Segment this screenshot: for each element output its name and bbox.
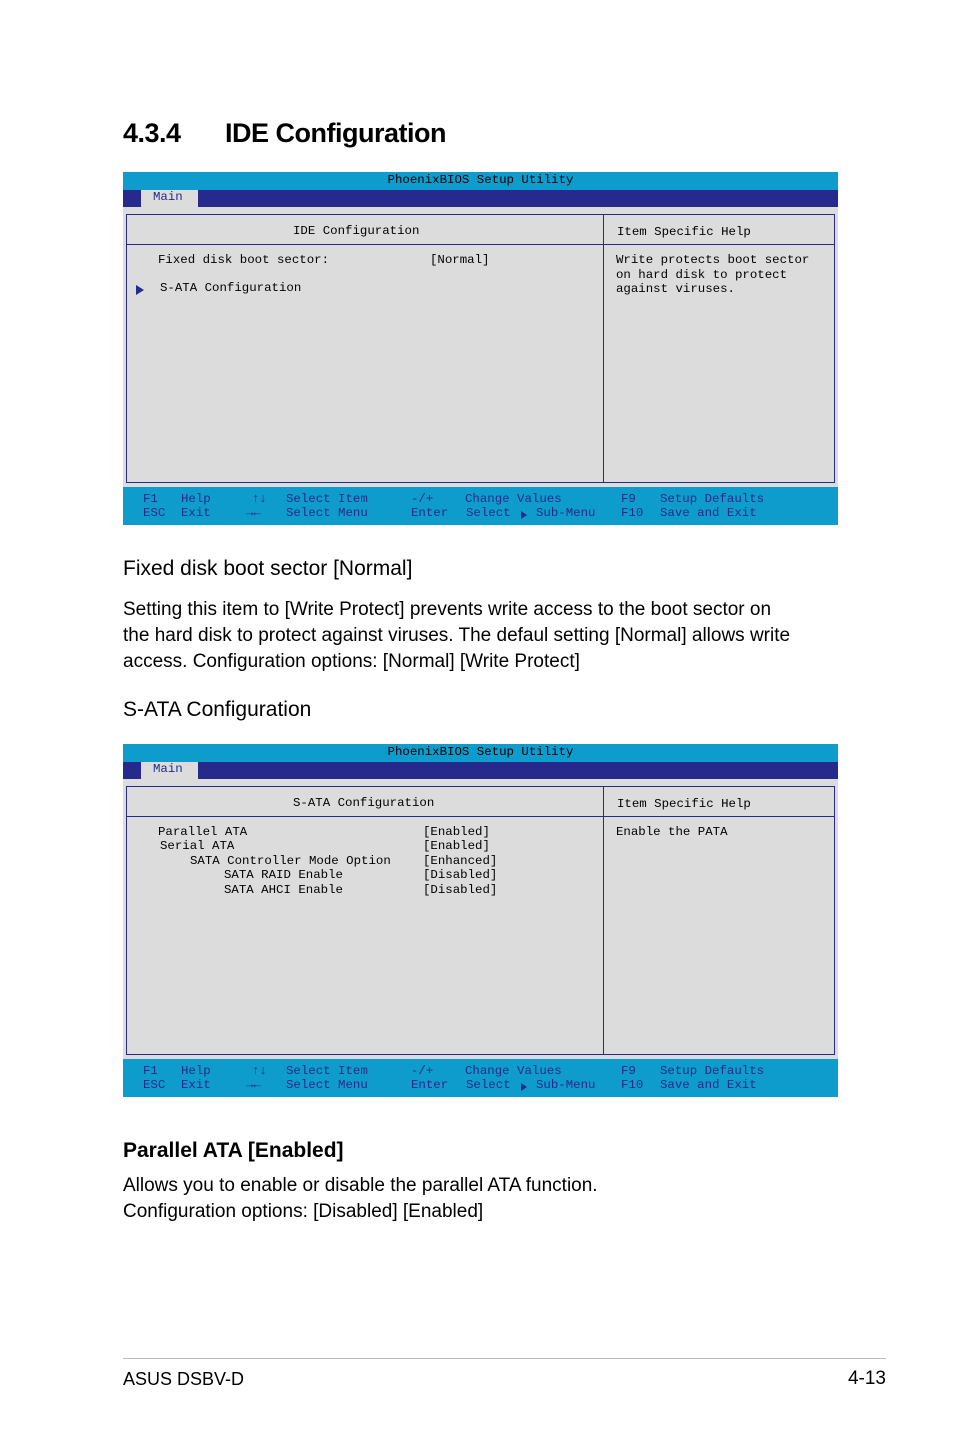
bios-menu-bar: [123, 762, 838, 779]
key-save-exit-label: Save and Exit: [660, 1078, 757, 1092]
panel-header-divider: [127, 816, 834, 817]
key-enter: Enter: [411, 1078, 449, 1092]
panel-header-divider: [127, 244, 834, 245]
key-select-menu-label: Select Menu: [286, 506, 368, 520]
help-title: Item Specific Help: [617, 225, 751, 239]
key-f10: F10: [621, 506, 644, 520]
key-leftright-icon: →←: [246, 1078, 261, 1092]
key-select-label: Select: [466, 1078, 511, 1092]
help-line: Write protects boot sector: [616, 253, 810, 267]
help-line: against viruses.: [616, 282, 735, 296]
submenu-arrow-icon: [136, 285, 144, 295]
key-esc: ESC: [143, 506, 166, 520]
help-line: on hard disk to protect: [616, 267, 788, 282]
key-f9: F9: [621, 1064, 636, 1078]
key-f9: F9: [621, 492, 636, 506]
bios-item-label[interactable]: SATA AHCI Enable: [224, 883, 343, 897]
bios-item-label[interactable]: SATA RAID Enable: [224, 868, 343, 882]
bios-footer: [123, 1059, 838, 1097]
key-setup-defaults-label: Setup Defaults: [660, 492, 765, 506]
key-minusplus: -/+: [411, 1064, 434, 1078]
key-select-label: Select: [466, 506, 511, 520]
key-submenu-label: Sub-Menu: [536, 506, 596, 520]
page-number: 4-13: [847, 1368, 886, 1389]
key-submenu-label: Sub-Menu: [536, 1078, 596, 1092]
footer-divider: [123, 1358, 886, 1359]
key-leftright-icon: →←: [246, 506, 261, 520]
bios-item-value[interactable]: [Enhanced]: [423, 854, 498, 868]
help-text: [616, 253, 809, 297]
key-f1: F1: [143, 492, 158, 506]
bios-item-label[interactable]: Fixed disk boot sector:: [158, 253, 330, 267]
bios-screen-sata: [123, 744, 838, 1097]
bios-item-value[interactable]: [Enabled]: [423, 839, 490, 853]
bios-panel: [126, 786, 835, 1055]
parallel-ata-description: [123, 1173, 823, 1225]
key-save-exit-label: Save and Exit: [660, 506, 757, 520]
key-f10: F10: [621, 1078, 644, 1092]
fixed-disk-heading: Fixed disk boot sector [Normal]: [123, 557, 413, 580]
parallel-ata-heading: Parallel ATA [Enabled]: [123, 1139, 344, 1162]
help-text: [616, 825, 728, 840]
paragraph-line: the hard disk to protect against viruses. The defaul setting [Normal] allows write: [123, 625, 791, 646]
key-select-menu-label: Select Menu: [286, 1078, 368, 1092]
key-help-label: Help: [181, 492, 211, 506]
key-enter: Enter: [411, 506, 449, 520]
panel-title: IDE Configuration: [293, 224, 420, 238]
paragraph-line: access. Configuration options: [Normal] [Write Protect]: [123, 651, 580, 672]
key-change-values-label: Change Values: [465, 492, 562, 506]
key-help-label: Help: [181, 1064, 211, 1078]
bios-submenu-item[interactable]: S-ATA Configuration: [160, 281, 302, 295]
bios-tab-main[interactable]: Main: [141, 762, 198, 779]
paragraph-line: Setting this item to [Write Protect] prevents write access to the boot sector on: [123, 599, 772, 620]
bios-item-label[interactable]: Serial ATA: [160, 839, 235, 853]
footer-product-name: ASUS DSBV-D: [123, 1369, 245, 1389]
key-exit-label: Exit: [181, 1078, 211, 1092]
bios-panel: [126, 214, 835, 483]
paragraph-line: Configuration options: [Disabled] [Enabled]: [123, 1201, 484, 1222]
submenu-arrow-icon: [521, 511, 527, 519]
key-updown-icon: ↑↓: [252, 1064, 267, 1078]
key-change-values-label: Change Values: [465, 1064, 562, 1078]
panel-divider: [603, 787, 604, 1054]
key-f1: F1: [143, 1064, 158, 1078]
bios-item-label[interactable]: SATA Controller Mode Option: [190, 854, 391, 868]
section-title: [123, 118, 446, 149]
key-esc: ESC: [143, 1078, 166, 1092]
key-setup-defaults-label: Setup Defaults: [660, 1064, 765, 1078]
bios-item-value[interactable]: [Disabled]: [423, 868, 498, 882]
help-line: Enable the PATA: [616, 825, 728, 839]
panel-title: S-ATA Configuration: [293, 796, 435, 810]
key-minusplus: -/+: [411, 492, 434, 506]
sata-heading: S-ATA Configuration: [123, 698, 312, 721]
bios-item-value[interactable]: [Enabled]: [423, 825, 490, 839]
section-number: 4.3.4: [123, 118, 181, 148]
bios-menu-bar: [123, 190, 838, 207]
bios-item-value[interactable]: [Normal]: [430, 253, 490, 267]
key-select-item-label: Select Item: [286, 492, 368, 506]
bios-item-value[interactable]: [Disabled]: [423, 883, 498, 897]
submenu-arrow-icon: [521, 1083, 527, 1091]
bios-item-label[interactable]: Parallel ATA: [158, 825, 248, 839]
help-title: Item Specific Help: [617, 797, 751, 811]
bios-title-bar: PhoenixBIOS Setup Utility: [123, 172, 838, 190]
key-exit-label: Exit: [181, 506, 211, 520]
bios-footer: [123, 487, 838, 525]
bios-title-bar: PhoenixBIOS Setup Utility: [123, 744, 838, 762]
key-select-item-label: Select Item: [286, 1064, 368, 1078]
paragraph-line: Allows you to enable or disable the parallel ATA function.: [123, 1175, 598, 1196]
section-name: IDE Configuration: [225, 118, 446, 148]
key-updown-icon: ↑↓: [252, 492, 267, 506]
panel-divider: [603, 215, 604, 482]
bios-tab-main[interactable]: Main: [141, 190, 198, 207]
bios-screen-ide: [123, 172, 838, 525]
fixed-disk-description: [123, 597, 823, 675]
